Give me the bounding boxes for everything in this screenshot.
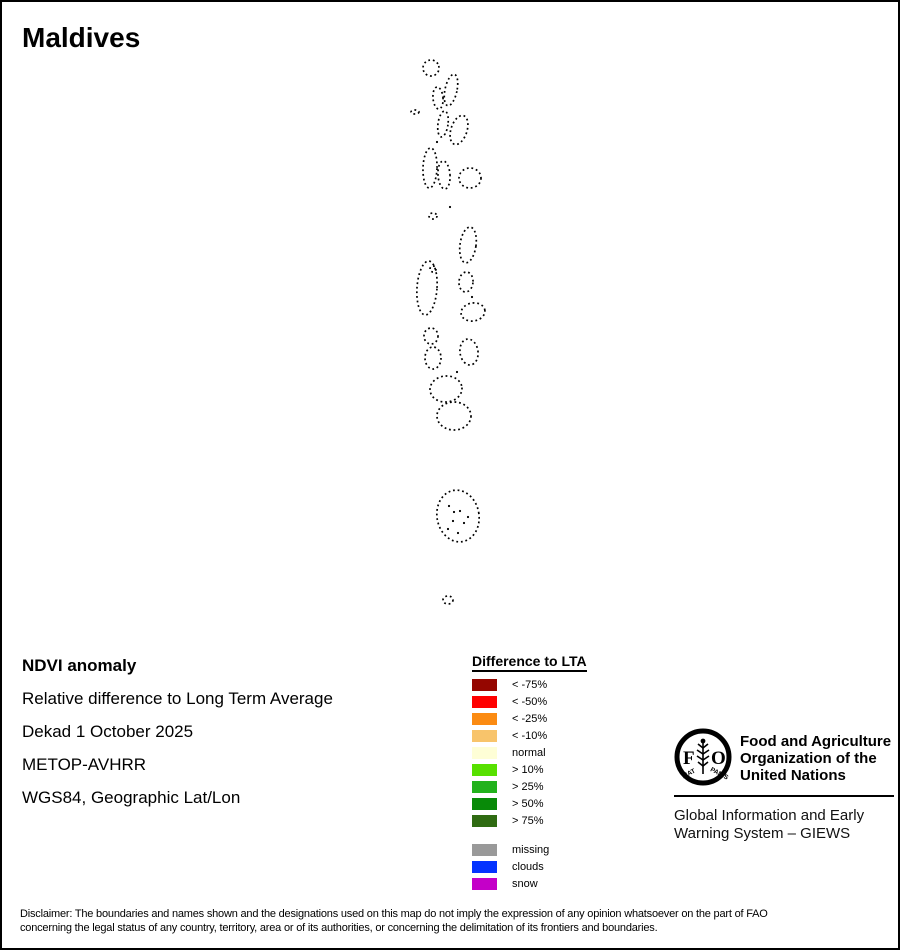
legend-row <box>472 781 587 793</box>
islet-speck <box>436 141 438 143</box>
legend-swatch <box>472 747 497 759</box>
map-info-block <box>22 656 333 821</box>
legend-row <box>472 798 587 810</box>
atoll-outline-ari <box>415 260 439 315</box>
legend-row <box>472 815 587 827</box>
legend-row <box>472 878 587 890</box>
atoll-outline-makunudhoo <box>411 110 419 114</box>
info-heading: NDVI anomaly <box>22 656 137 675</box>
islet-speck <box>453 511 455 513</box>
legend-label: clouds <box>512 861 544 873</box>
fao-org-line: United Nations <box>740 767 846 784</box>
info-line: WGS84, Geographic Lat/Lon <box>22 788 241 807</box>
legend-swatch <box>472 713 497 725</box>
atoll-outline-laamu <box>437 402 471 430</box>
legend-label: > 10% <box>512 764 544 776</box>
atoll-outline-meemu <box>458 338 479 366</box>
legend-swatch <box>472 798 497 810</box>
atoll-outline-lhaviyani <box>459 168 481 188</box>
legend-label: > 25% <box>512 781 544 793</box>
islet-speck <box>449 206 451 208</box>
svg-text:PANIS: PANIS <box>708 766 730 782</box>
fao-logo-icon <box>674 728 732 786</box>
legend-swatch <box>472 730 497 742</box>
legend-swatch <box>472 844 497 856</box>
atoll-outline-noonu <box>447 113 471 146</box>
atoll-outline-haa-alifu <box>442 73 460 107</box>
islet-speck <box>463 522 465 524</box>
giews-line: Warning System – GIEWS <box>674 825 851 842</box>
legend-row <box>472 713 587 725</box>
legend-swatch <box>472 861 497 873</box>
legend <box>472 653 587 895</box>
atoll-outline-haa-dhaalu <box>432 87 444 110</box>
atoll-outlines <box>411 58 486 604</box>
atoll-outline-ihavandhippolhu <box>421 58 441 78</box>
legend-swatch <box>472 696 497 708</box>
atoll-outline-vaavu <box>460 301 487 323</box>
atoll-outline-dhaalu <box>425 347 441 369</box>
atoll-outline-south-male <box>458 271 474 292</box>
islet-speck <box>457 532 459 534</box>
atoll-outline-baa <box>437 161 451 190</box>
fao-org-name <box>740 733 891 784</box>
legend-swatch <box>472 679 497 691</box>
legend-main-rows <box>472 679 587 827</box>
fao-divider <box>674 795 894 797</box>
islet-speck <box>456 371 458 373</box>
legend-row <box>472 696 587 708</box>
disclaimer-line: concerning the legal status of any country, territory, area or of its authorities, or concerning the delimitation of its frontiers and boundaries. <box>20 922 658 934</box>
disclaimer-text <box>20 907 888 935</box>
svg-text:F: F <box>683 748 695 769</box>
info-line: Relative difference to Long Term Average <box>22 689 333 708</box>
islet-speck <box>448 505 450 507</box>
legend-swatch <box>472 781 497 793</box>
fao-org-line: Organization of the <box>740 750 877 767</box>
info-lines <box>22 689 333 808</box>
disclaimer-line: Disclaimer: The boundaries and names shown and the designations used on this map do not imply the expression of any opinion whatsoever on the part of FAO <box>20 908 768 920</box>
islet-speck <box>452 520 454 522</box>
legend-row <box>472 844 587 856</box>
legend-swatch <box>472 878 497 890</box>
svg-text:O: O <box>711 748 726 769</box>
atoll-outline-fuvahmulah-addu <box>443 596 453 604</box>
atoll-outline-goidhoo <box>429 213 437 219</box>
legend-label: < -10% <box>512 730 548 742</box>
legend-extra-rows <box>472 844 587 890</box>
legend-row <box>472 730 587 742</box>
info-line: METOP-AVHRR <box>22 755 147 774</box>
islet-speck <box>467 516 469 518</box>
atoll-outline-huvadhoo <box>433 487 483 546</box>
fao-credit-block <box>674 728 896 843</box>
legend-label: > 75% <box>512 815 544 827</box>
legend-row <box>472 861 587 873</box>
fao-org-line: Food and Agriculture <box>740 733 892 750</box>
fao-top <box>674 728 896 786</box>
legend-label: < -25% <box>512 713 548 725</box>
atoll-outline-shaviyani <box>436 110 450 137</box>
islet-speck <box>459 510 461 512</box>
atoll-outline-kaafu-north-male <box>458 226 479 264</box>
islet-speck <box>471 296 473 298</box>
info-line: Dekad 1 October 2025 <box>22 722 194 741</box>
islet-speck <box>447 528 449 530</box>
legend-swatch <box>472 815 497 827</box>
atoll-outline-faafu <box>424 328 438 344</box>
legend-title: Difference to LTA <box>472 653 587 672</box>
legend-label: normal <box>512 747 546 759</box>
svg-text:FIAT: FIAT <box>681 767 697 781</box>
legend-row <box>472 747 587 759</box>
atoll-outline-thaa <box>429 375 463 404</box>
page-title: Maldives <box>22 22 141 53</box>
legend-label: > 50% <box>512 798 544 810</box>
atoll-outline-raa <box>422 148 437 188</box>
legend-row <box>472 679 587 691</box>
giews-label <box>674 807 896 843</box>
legend-label: < -50% <box>512 696 548 708</box>
legend-label: < -75% <box>512 679 548 691</box>
legend-label: missing <box>512 844 550 856</box>
atoll-outline-rasdhoo <box>430 266 436 272</box>
legend-swatch <box>472 764 497 776</box>
legend-row <box>472 764 587 776</box>
legend-label: snow <box>512 878 538 890</box>
giews-line: Global Information and Early <box>674 807 865 824</box>
